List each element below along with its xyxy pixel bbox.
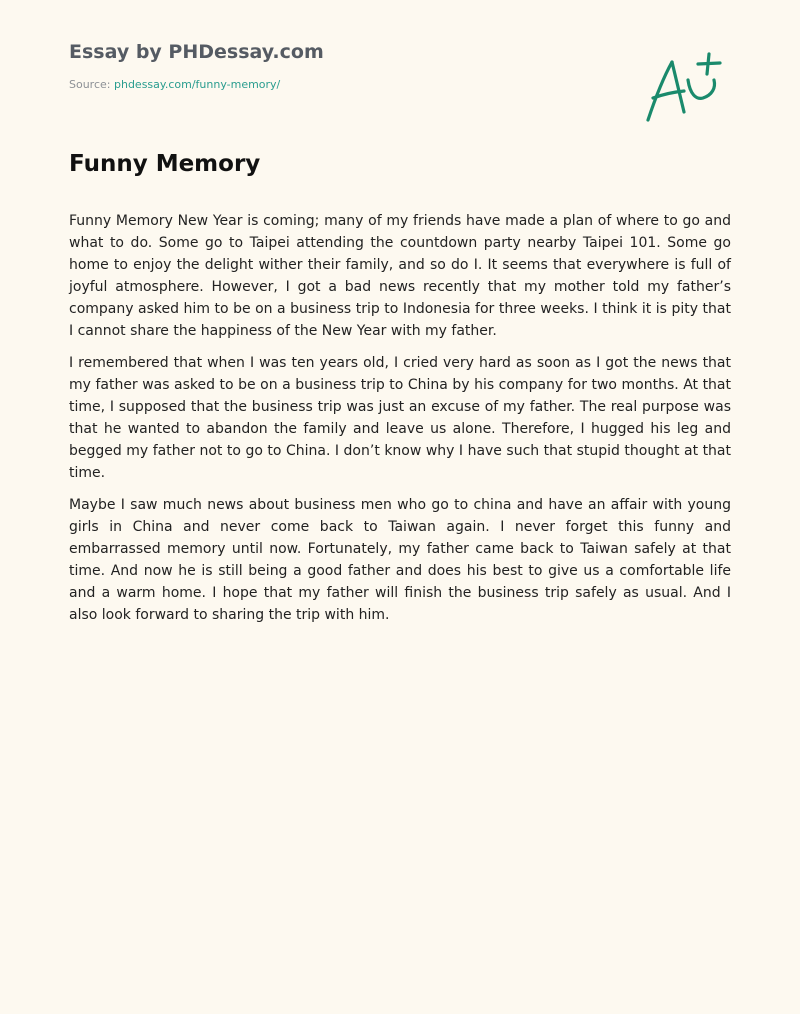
source-link[interactable]: phdessay.com/funny-memory/ bbox=[113, 78, 281, 91]
page-header bbox=[69, 40, 589, 92]
a-plus-logo-graphic bbox=[640, 50, 730, 126]
essay-title: Funny Memory bbox=[69, 151, 261, 177]
site-brand: Essay by PHDessay.com bbox=[69, 41, 324, 63]
essay-body bbox=[69, 210, 731, 636]
essay-paragraph: Funny Memory New Year is coming; many of my friends have made a plan of where to go and what to do. Some go to Taipei attending the countdown party nearby Taipei 101. Some go home to enjoy the delight wither their family, and so do I. It seems that everywhere is full of joyful atmosphere. However, I got a bad news recently that my mother told my father’s company asked him to be on a business trip to Indonesia for three weeks. I think it is pity that I cannot share the happiness of the New Year with my father. bbox=[69, 213, 731, 339]
source-label: Source: bbox=[69, 78, 114, 91]
a-plus-logo-icon bbox=[640, 50, 730, 126]
source-line bbox=[69, 78, 589, 92]
essay-paragraph: Maybe I saw much news about business men who go to china and have an affair with young girls in China and never come back to Taiwan again. I never forget this funny and embarrassed memory until now. Fortunately, my father came back to Taiwan safely at that time. And now he is still being a good father and does his best to give us a comfortable life and a warm home. I hope that my father will finish the business trip safely as usual. And I also look forward to sharing the trip with him. bbox=[69, 497, 731, 623]
essay-paragraph: I remembered that when I was ten years old, I cried very hard as soon as I got the news that my father was asked to be on a business trip to China by his company for two months. At that time, I supposed that the business trip was just an excuse of my father. The real purpose was that he wanted to abandon the family and leave us alone. Therefore, I hugged his leg and begged my father not to go to China. I don’t know why I have such that stupid thought at that time. bbox=[69, 355, 731, 481]
